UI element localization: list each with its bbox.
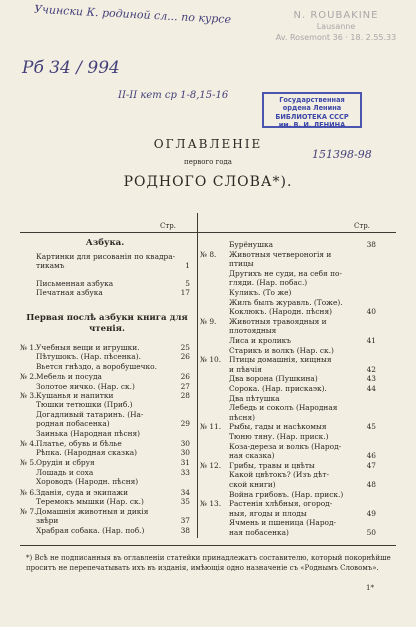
toc-entry-title: Лебедь и соколъ (Народная [229, 403, 338, 413]
toc-entry-title: Кушанья и напитки [36, 391, 114, 400]
toc-entry-title: Платье, обувь и бѣлье [36, 439, 122, 448]
toc-entry-title: Сорока. (Нар. прискаэк). [229, 384, 327, 393]
toc-entry-title: Война грибовъ. (Нар. приск.) [229, 489, 344, 499]
toc-entry [200, 422, 376, 431]
toc-entry-title: Два пѣтушка [229, 393, 280, 403]
book-title: РОДНОГО СЛОВА*). [123, 174, 293, 190]
toc-entry [20, 458, 190, 467]
page-marker: 1* [366, 584, 374, 592]
column-divider [197, 213, 198, 538]
toc-entry [200, 480, 376, 489]
blue-stamp-line1: Государственная [279, 96, 345, 104]
toc-entry [200, 269, 376, 278]
toc-entry-number: № 2. [20, 372, 37, 381]
toc-entry [200, 336, 376, 345]
header-rule [20, 232, 396, 233]
toc-entry-page: 35 [180, 497, 190, 506]
toc-entry-number: № 3. [20, 391, 37, 400]
toc-entry-number: № 8. [200, 249, 217, 259]
toc-entry [200, 355, 376, 364]
footnote-rule [20, 545, 396, 546]
toc-entry [200, 240, 376, 249]
toc-entry-page: 47 [366, 460, 376, 470]
toc-entry-page: 45 [366, 422, 376, 432]
toc-entry-page: 38 [366, 240, 376, 249]
footnote: *) Всѣ не подписанныя въ оглавленiи статейки принадлежатъ составителю, который покорнѣйше проситъ не перепечатывать ихъ въ изданiя, имѣющiя одно назначенiе съ «Роднымъ Словомъ». [26, 554, 391, 572]
toc-entry-title: тикамъ [36, 261, 65, 270]
toc-entry [20, 400, 190, 409]
toc-entry-title: ная побасенка) [229, 528, 289, 537]
toc-entry [200, 259, 376, 268]
toc-entry [200, 413, 376, 422]
toc-entry-page: 41 [366, 336, 376, 345]
toc-entry-title: Догадливый татаринъ. (На- [36, 410, 144, 419]
toc-entry [200, 384, 376, 393]
toc-entry-page: 43 [366, 374, 376, 384]
toc-entry-title: Письменная азбука [36, 279, 114, 288]
toc-entry-title: ныя, ягоды и плоды [229, 508, 307, 518]
gray-stamp-line3: Av. Rosemont 36 · 18. 2.55.33 [275, 33, 397, 42]
toc-entry [20, 288, 190, 297]
toc-entry-title: Храбрая собака. (Нар. поб.) [36, 526, 145, 535]
toc-entry [20, 382, 190, 391]
gray-stamp-line2: Lausanne [316, 22, 356, 31]
toc-entry-title: плотоядныя [229, 326, 277, 336]
toc-entry [200, 509, 376, 518]
toc-entry-title: родная побасенка) [36, 419, 110, 428]
toc-entry [200, 518, 376, 527]
toc-entry-title: Бурёнушка [229, 240, 274, 249]
toc-entry-number: № 5. [20, 458, 37, 467]
toc-entry-title: Теремокъ мышки (Нар. ск.) [36, 497, 144, 506]
page-subtitle: первого года [184, 158, 232, 166]
toc-entry-page: 26 [180, 372, 190, 381]
blue-stamp-line4: им. В. И. ЛЕНИНА [278, 121, 346, 130]
toc-entry-title: Пѣтушокъ. (Нар. пѣсенка). [36, 352, 141, 361]
toc-entry [200, 403, 376, 412]
toc-entry-number: № 7. [20, 507, 37, 516]
toc-entry-title: Тюшки тетюшки (Приб.) [36, 400, 133, 409]
toc-entry-number: № 4. [20, 439, 37, 448]
toc-entry-page: 31 [180, 458, 190, 467]
toc-entry-title: Коза-дереза и волкъ (Народ- [229, 441, 342, 451]
toc-entry [200, 394, 376, 403]
toc-entry [20, 252, 190, 261]
toc-entry [20, 439, 190, 448]
toc-entry-title: Хороводъ (Народн. пѣсня) [36, 477, 139, 486]
toc-entry-title: Два ворона (Пушкина) [229, 374, 318, 384]
toc-entry-title: Лошадь и соха [36, 468, 94, 477]
section-heading-reader: Первая послѣ азбуки книга для чтенiя. [26, 313, 188, 334]
toc-entry-page: 44 [366, 384, 376, 393]
toc-entry-page: 49 [366, 508, 376, 518]
toc-entry-number: № 12. [200, 460, 222, 470]
toc-entry [200, 365, 376, 374]
toc-entry-title: Рыбы, гады и насѣкомыя [229, 422, 327, 432]
toc-entry-number: № 9. [200, 316, 217, 326]
toc-entry-title: Картинки для рисованiя по квадра- [36, 252, 176, 261]
toc-entry-number: № 11. [200, 422, 222, 432]
toc-entry [200, 326, 376, 335]
toc-entry [200, 374, 376, 383]
toc-entry-page: 46 [366, 451, 376, 461]
toc-entry [20, 429, 190, 438]
toc-entry-page: 38 [180, 526, 190, 535]
toc-entry [200, 451, 376, 460]
toc-entry [200, 470, 376, 479]
handwritten-shelf-code: Рб 34 / 994 [22, 58, 120, 78]
toc-entry-number: № 1. [20, 343, 37, 352]
toc-entry-title: Какой цвѣтокъ? (Изъ дѣт- [229, 470, 330, 480]
toc-entry [20, 279, 190, 288]
toc-entry-page: 27 [180, 382, 190, 391]
toc-entry-title: Грибы, травы и цвѣты [229, 460, 315, 470]
toc-entry-number: № 6. [20, 488, 37, 497]
toc-entry-page: 30 [180, 448, 190, 457]
toc-entry-page: 34 [180, 488, 190, 497]
handwritten-inventory-number: 151398-98 [312, 148, 372, 161]
toc-entry-page: 30 [180, 439, 190, 448]
handwritten-top-note: Учински К. родиной сл... по курсе [33, 2, 232, 27]
toc-entry-page: 48 [366, 480, 376, 489]
blue-library-stamp [262, 92, 362, 128]
toc-entry-title: Животныя травоядныя и [229, 316, 327, 326]
toc-entry-page: 40 [366, 307, 376, 317]
toc-entry-title: Ячмень и пшеница (Народ- [229, 518, 337, 528]
toc-entry-page: 26 [180, 352, 190, 361]
toc-entry [200, 346, 376, 355]
toc-entry [20, 468, 190, 477]
toc-entry [200, 442, 376, 451]
toc-entry [200, 307, 376, 316]
toc-entry-title: Коклюкъ. (Народн. пѣсня) [229, 307, 333, 317]
toc-entry-page: 42 [366, 364, 376, 374]
toc-entry [200, 499, 376, 508]
gray-library-stamp [262, 10, 410, 72]
toc-entry [200, 278, 376, 287]
toc-entry-title: Орудiя и сбруя [36, 458, 95, 467]
toc-entry [20, 419, 190, 428]
toc-entry-title: Животныя четвероногiя и [229, 249, 332, 259]
toc-entry [20, 261, 190, 270]
toc-entry [20, 352, 190, 361]
toc-entry-title: Куликъ. (То же) [229, 288, 292, 297]
toc-entry-page: 37 [180, 516, 190, 525]
toc-entry-title: Старикъ и волкъ (Нар. ск.) [229, 345, 334, 355]
toc-entry-title: Мебель и посуда [36, 372, 102, 381]
right-page-col-label: Стр. [354, 222, 370, 230]
toc-entry-title: звѣри [36, 516, 59, 525]
toc-entry [20, 343, 190, 352]
toc-entry-page: 28 [180, 391, 190, 400]
toc-entry [200, 317, 376, 326]
toc-entry-title: Зданiя, суда и экипажи [36, 488, 129, 497]
toc-entry [200, 528, 376, 537]
toc-entry-title: Лиса и кроликъ [229, 336, 292, 345]
toc-entry [200, 250, 376, 259]
toc-entry-title: Жилъ былъ журавль. (Тоже). [229, 297, 343, 307]
toc-entry-title: Учебныя вещи и игрушки. [36, 343, 140, 352]
left-page-col-label: Стр. [160, 222, 176, 230]
toc-entry-title: Заинька (Народная пѣсня) [36, 429, 141, 438]
toc-entry [20, 410, 190, 419]
toc-entry-page: 33 [180, 468, 190, 477]
toc-entry [20, 372, 190, 381]
gray-stamp-line1: N. ROUBAKINE [293, 10, 379, 21]
handwritten-shelf-extra: II-II кет ср 1-8,15-16 [118, 90, 229, 101]
toc-entry-title: Птицы домашнiя, хищныя [229, 355, 332, 365]
toc-entry [200, 288, 376, 297]
toc-entry [200, 490, 376, 499]
blue-stamp-line3: БИБЛИОТЕКА СССР [275, 112, 349, 121]
toc-entry [200, 432, 376, 441]
toc-entry-title: ная сказка) [229, 451, 275, 461]
toc-entry-title: птицы [229, 259, 254, 269]
toc-entry-title: Тюню тяну. (Нар. приск.) [229, 432, 329, 441]
toc-entry-title: ской книги) [229, 480, 276, 489]
toc-entry [20, 516, 190, 525]
toc-entry-title: и пѣвчiя [229, 364, 262, 374]
toc-entry [20, 477, 190, 486]
toc-entry [20, 362, 190, 371]
toc-entry-page: 17 [180, 288, 190, 297]
toc-entry-page: 5 [185, 279, 190, 288]
toc-entry [20, 391, 190, 400]
toc-entry-number: № 10. [200, 355, 222, 365]
toc-entry-title: Рѣпка. (Народная сказка) [36, 448, 137, 457]
toc-entry-page: 25 [180, 343, 190, 352]
toc-entry-title: гляди. (Нар. побас.) [229, 278, 308, 288]
toc-entry-title: Другихъ не суди, на себя по- [229, 268, 342, 278]
toc-entry-page: 29 [180, 419, 190, 428]
toc-entry [20, 507, 190, 516]
toc-entry-title: Растенiя хлѣбныя, огород- [229, 499, 333, 509]
toc-entry [200, 298, 376, 307]
toc-entry-page: 1 [185, 261, 190, 270]
toc-entry-title: Печатная азбука [36, 288, 103, 297]
toc-entry-title: пѣсня) [229, 412, 255, 422]
toc-entry-page: 50 [366, 528, 376, 537]
toc-entry [20, 526, 190, 535]
page-title: ОГЛАВЛЕНIЕ [153, 137, 263, 151]
toc-entry-number: № 13. [200, 499, 222, 509]
toc-entry-title: Домашнiя животныя и дикiя [36, 507, 149, 516]
toc-entry [200, 461, 376, 470]
section-heading-azbuka: Азбука. [85, 238, 125, 248]
toc-entry-title: Золотое яичко. (Нар. ск.) [36, 382, 135, 391]
toc-entry-title: Вьется гнѣздо, а воробушечко. [36, 362, 157, 371]
blue-stamp-line2: ордена Ленина [282, 104, 342, 113]
toc-entry [20, 488, 190, 497]
toc-entry [20, 497, 190, 506]
toc-entry [20, 448, 190, 457]
